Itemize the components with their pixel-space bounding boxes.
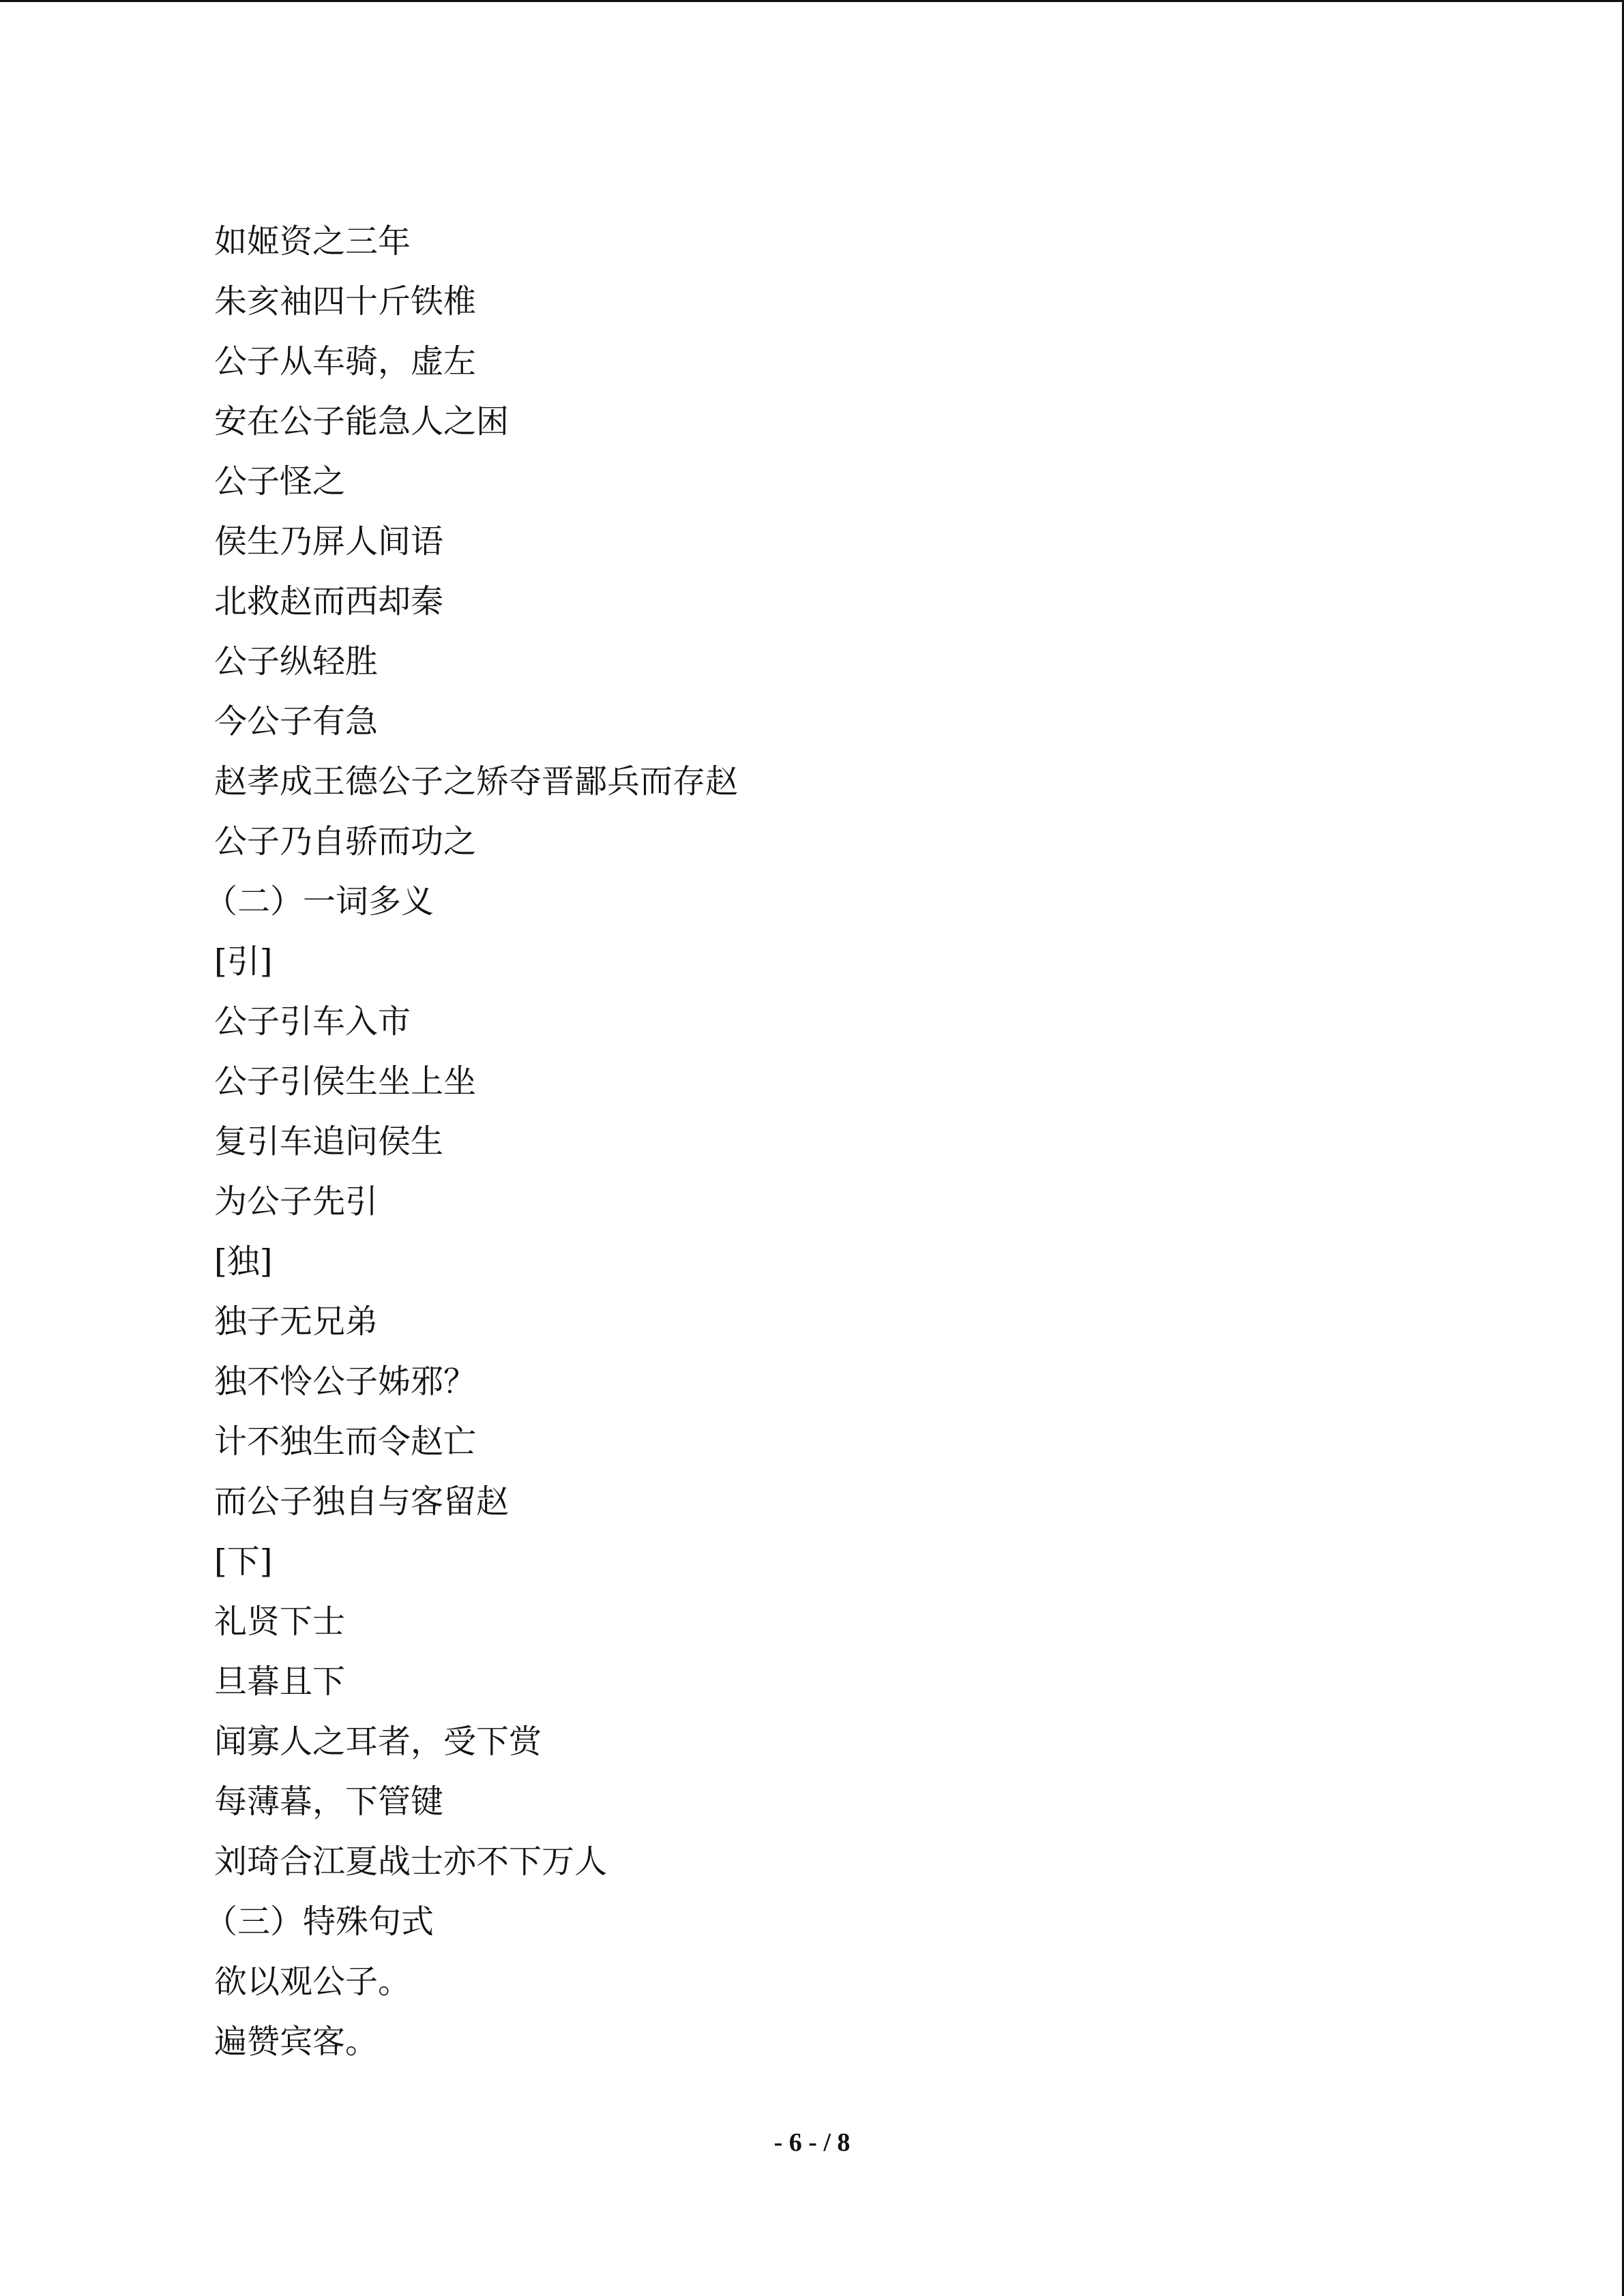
text-line: 旦暮且下 bbox=[214, 1663, 346, 1701]
text-line: 赵孝成王德公子之矫夺晋鄙兵而存赵 bbox=[214, 762, 739, 801]
section-heading: （三）特殊句式 bbox=[205, 1903, 434, 1941]
section-heading: （二）一词多义 bbox=[205, 882, 434, 921]
text-line: 公子怪之 bbox=[214, 462, 346, 501]
text-line: 独子无兄弟 bbox=[214, 1302, 379, 1341]
text-line: 公子乃自骄而功之 bbox=[214, 822, 477, 861]
text-line: 闻寡人之耳者，受下赏 bbox=[214, 1723, 542, 1761]
text-line: 计不独生而令赵亡 bbox=[214, 1422, 477, 1461]
text-line: 如姬资之三年 bbox=[214, 222, 411, 260]
text-line: 侯生乃屏人间语 bbox=[214, 522, 444, 561]
text-line: [独] bbox=[214, 1242, 273, 1281]
document-body bbox=[205, 211, 1510, 2072]
text-line: 朱亥袖四十斤铁椎 bbox=[214, 282, 477, 320]
text-line: 欲以观公子。 bbox=[214, 1963, 411, 2001]
text-line: 每薄暮，下管键 bbox=[214, 1783, 444, 1821]
text-line: 公子纵轻胜 bbox=[214, 642, 379, 681]
text-line: 北救赵而西却秦 bbox=[214, 582, 444, 621]
text-line: 公子从车骑，虚左 bbox=[214, 342, 477, 381]
text-line: 公子引车入市 bbox=[214, 1002, 411, 1041]
text-line: 独不怜公子姊邪？ bbox=[214, 1362, 477, 1401]
text-line: 复引车追问侯生 bbox=[214, 1122, 444, 1161]
text-line: [下] bbox=[214, 1542, 273, 1581]
text-line: 公子引侯生坐上坐 bbox=[214, 1062, 477, 1101]
text-line: 安在公子能急人之困 bbox=[214, 402, 510, 441]
text-line: 刘琦合江夏战士亦不下万人 bbox=[214, 1843, 608, 1881]
page-number: - 6 - / 8 bbox=[773, 2128, 851, 2157]
text-line: 今公子有急 bbox=[214, 702, 379, 741]
text-line: 为公子先引 bbox=[214, 1182, 379, 1221]
text-line: 而公子独自与客留赵 bbox=[214, 1482, 510, 1521]
text-line: 礼贤下士 bbox=[214, 1602, 346, 1641]
text-line: [引] bbox=[214, 942, 273, 981]
text-line: 遍赞宾客。 bbox=[214, 2023, 379, 2061]
top-border-line bbox=[0, 0, 1624, 2]
